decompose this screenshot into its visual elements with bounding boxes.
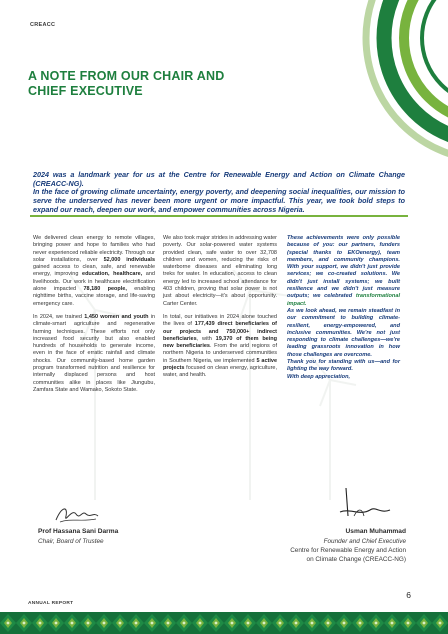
page-title-line2: CHIEF EXECUTIVE: [28, 84, 143, 98]
footer-pattern: [0, 612, 448, 634]
col1-p2-highlight-1: 1,450 women and youth: [84, 313, 149, 320]
col1-p2-text-c: in climate-smart agriculture and regenerative farming techniques. These efforts not only increased food security but also enabled hundreds of households to generate income, even in the face of erratic rainfall and climate shocks. Our community-based home garden program transformed nutrition and resilience for internally displaced persons and host communities: [33, 313, 156, 386]
col1-p1-text-d: and livelihoods. Our work in healthcare electrification alone impacted: [33, 271, 155, 293]
col1-p2-text-places: alike in places like Jiungubu, Zamfara State and Wamako, Sokoto State.: [33, 379, 155, 393]
col2-p2-text-d: . From the arid regions of northern Nigeria to underserved communities in Southern Nigeria, we implemented: [163, 343, 277, 364]
chair-signatory: [38, 528, 118, 545]
page-title: [28, 69, 278, 99]
ceo-signature: [336, 486, 394, 528]
col2-paragraph-1: We also took major strides in addressing water poverty. Our solar-powered water systems provided clean, safe water to over 32,708 children and women, reducing the risks of waterborne diseases and eliminating long treks for water. In education, access to clean energy led to increased school attendance for 403 children, proving that solar power is not just about electricity—it's about opportunity. Carter Center.: [163, 235, 277, 307]
col2-p2-highlight-1: 177,439 direct beneficiaries of our projects and 750,000+ indirect beneficiaries: [163, 321, 277, 342]
chair-name: Prof Hassana Sani Darma: [38, 528, 119, 535]
letter-column-1: [33, 235, 155, 400]
col2-p2-highlight-3: 5 active projects: [163, 357, 277, 372]
col2-p2-text-c: , with: [196, 335, 216, 342]
col1-paragraph-2: [33, 314, 155, 394]
col2-paragraph-2: [163, 314, 277, 380]
col2-p2-text-e: focused on clean energy, agriculture, water, and health.: [163, 365, 277, 379]
org-tag: CREACC: [30, 22, 56, 28]
col1-p1-highlight-3: 78,180 people,: [83, 286, 127, 293]
col1-p1-text-a: We delivered clean energy to remote villages, bringing power and hope to families who had never experienced reliable electricity. Through our solar installations, over: [33, 235, 155, 263]
col1-p1-highlight-2: education, healthcare,: [82, 271, 143, 278]
ceo-role: Founder and Chief Executive: [323, 538, 406, 545]
col3-paragraph-3: Thank you for standing with us—and for lighting the way forward.: [287, 359, 400, 373]
ceo-name: Usman Muhammad: [345, 528, 406, 535]
intro-statement: [33, 171, 405, 215]
intro-paragraph-2: In the face of growing climate uncertainty, energy poverty, and deepening social inequalities, our mission to serve the underserved has never been more urgent or more impactful. This year, we took bold steps to expand our reach, deepen our work, and empower communities across Nigeria.: [33, 187, 405, 214]
col3-p1-text: These achievements were only possible because of you: our partners, funders (special thanks to EKOenergy), team members, and community champions. With your support, we didn't just provide services; we co-created solutions. We didn't just install systems; we built resilience and we didn't just measure outputs; we celebrated: [287, 235, 400, 300]
ceo-org-line-1: Centre for Renewable Energy and Action: [290, 547, 406, 554]
footer-label: ANNUAL REPORT: [28, 601, 74, 606]
chair-role: Chair, Board of Trustee: [38, 538, 104, 545]
col3-paragraph-4: With deep appreciation,: [287, 373, 351, 380]
letter-column-2: [163, 235, 277, 386]
col3-paragraph-1: [287, 235, 400, 308]
decorative-green-arcs: [298, 0, 448, 180]
letter-column-3: [287, 235, 400, 381]
chair-signature: [52, 502, 102, 528]
col1-p2-text-a: In 2024, we trained: [33, 313, 85, 320]
col1-p1-text-e: enabling nighttime births, vaccine storage, and life-saving emergency care.: [33, 286, 156, 307]
page-title-line1: A NOTE FROM OUR CHAIR AND: [28, 69, 225, 83]
col2-p2-text-a: In total, our initiatives in 2024 alone touched the lives of: [163, 313, 277, 328]
footer-pattern-band: [0, 612, 448, 634]
col1-p1-highlight-1: 52,000 individuals: [103, 256, 155, 263]
col3-paragraph-2: As we look ahead, we remain steadfast in our commitment to building climate-resilient, energy-empowered, and inclusive communities. We're not just responding to climate challenges—we're leading grassroots innovation in how those challenges are overcome.: [287, 307, 400, 358]
ceo-signatory: [290, 528, 406, 564]
col3-p1-highlight: transformational impact.: [287, 293, 400, 307]
intro-paragraph-1: 2024 was a landmark year for us at the Centre for Renewable Energy and Action on Climate Change (CREACC-NG).: [33, 170, 405, 188]
ceo-org-line-2: on Climate Change (CREACC-NG): [306, 556, 406, 563]
col2-p2-highlight-2: 19,370 of them being new beneficiaries: [163, 335, 277, 350]
page-number: 6: [406, 590, 411, 600]
intro-divider: [30, 215, 408, 217]
col1-p1-text-c: gained access to clean, safe, and renewable energy, improving: [33, 264, 155, 278]
col1-paragraph-1: [33, 235, 155, 308]
